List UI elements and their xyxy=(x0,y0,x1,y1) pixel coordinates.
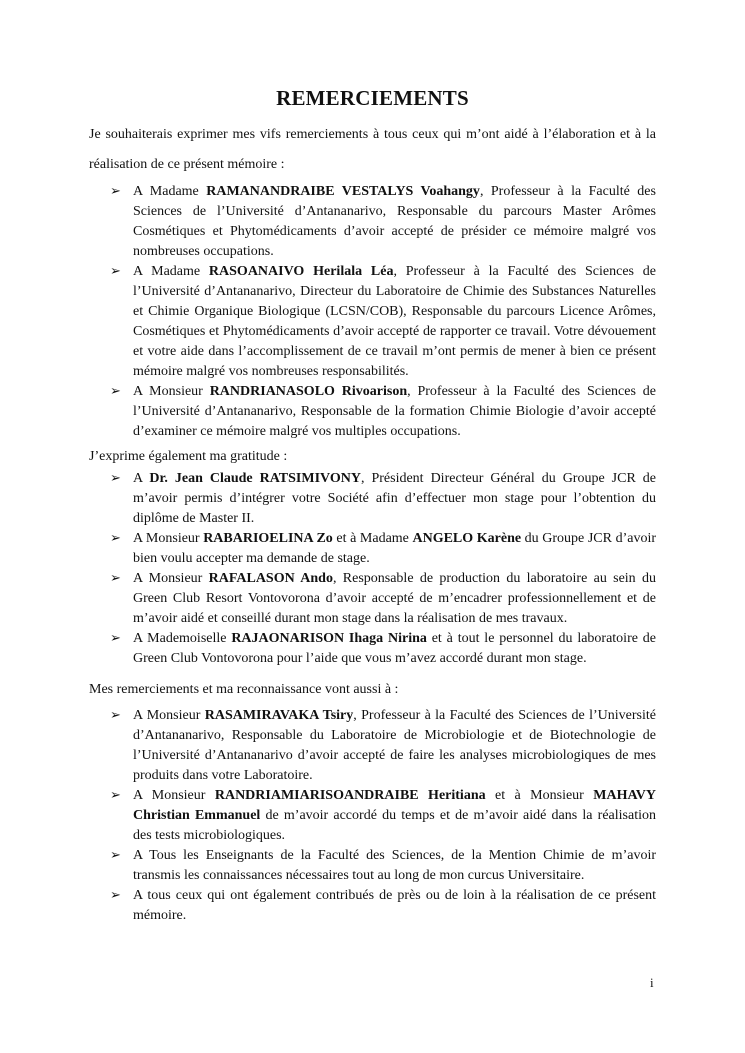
gratitude-paragraph: J’exprime également ma gratitude : xyxy=(89,449,288,464)
arrow-bullet-icon: ➢ xyxy=(110,184,121,199)
list-item: ➢ A Monsieur RABARIOELINA Zo et à Madame ANGELO Karène du Groupe JCR d’avoir bien voulu accepter ma demande de stage. xyxy=(110,531,656,566)
thanks-list-jury xyxy=(89,182,656,442)
list-item: ➢ A Mademoiselle RAJAONARISON Ihaga Nirina et à tout le personnel du laboratoire de Green Club Vontovorona pour l’aide que vous m’avez accordé durant mon stage. xyxy=(110,631,656,666)
list-item: ➢ A Monsieur RASAMIRAVAKA Tsiry, Professeur à la Faculté des Sciences de l’Université d’Antananarivo, Responsable du Laboratoire de Microbiologie et de Biotechnologie de l’Université d’Antananarivo d’avoir accepté de faire les analyses microbiologiques de mes produits dans votre Laboratoire. xyxy=(110,708,656,783)
arrow-bullet-icon: ➢ xyxy=(110,571,121,586)
thanks-list-internship xyxy=(89,469,656,669)
arrow-bullet-icon: ➢ xyxy=(110,848,121,863)
arrow-bullet-icon: ➢ xyxy=(110,788,121,803)
arrow-bullet-icon: ➢ xyxy=(110,471,121,486)
page-number: i xyxy=(650,975,654,990)
list-item: ➢ A tous ceux qui ont également contribués de près ou de loin à la réalisation de ce présent mémoire. xyxy=(110,888,656,923)
arrow-bullet-icon: ➢ xyxy=(110,708,121,723)
list-item: ➢ A Tous les Enseignants de la Faculté des Sciences, de la Mention Chimie de m’avoir transmis les connaissances nécessaires tout au long de mon curcus Universitaire. xyxy=(110,848,656,883)
list-item: ➢ A Monsieur RAFALASON Ando, Responsable de production du laboratoire au sein du Green Club Resort Vontovorona d’avoir accepté de m’encadrer professionnellement et de m’avoir aidé et conseillé durant mon stage dans la réalisation de mes travaux. xyxy=(110,571,656,626)
list-item: ➢ A Monsieur RANDRIANASOLO Rivoarison, Professeur à la Faculté des Sciences de l’Université d’Antananarivo, Responsable de la formation Chimie Biologie d’avoir accepté d’examiner ce mémoire malgré vos multiples occupations. xyxy=(110,384,656,439)
list-item: ➢ A Madame RASOANAIVO Herilala Léa, Professeur à la Faculté des Sciences de l’Université d’Antananarivo, Directeur du Laboratoire de Chimie des Substances Naturelles et Chimie Organique Biologique (LCSN/COB), Responsable du parcours Licence Arômes, Cosmétiques et Phytomédicaments d’avoir accepté de rapporter ce travail. Votre dévouement et votre aide dans l’accomplissement de ce travail m’ont permis de mener à bien ce présent mémoire malgré vos nombreuses responsabilités. xyxy=(110,264,656,379)
arrow-bullet-icon: ➢ xyxy=(110,888,121,903)
acknowledgements-body xyxy=(89,120,656,926)
arrow-bullet-icon: ➢ xyxy=(110,264,121,279)
thanks-list-others xyxy=(89,706,656,926)
intro-paragraph: Je souhaiterais exprimer mes vifs remerciements à tous ceux qui m’ont aidé à l’élaboration et à la réalisation de ce présent mémoire : xyxy=(89,127,656,172)
list-item: ➢ A Madame RAMANANDRAIBE VESTALYS Voahangy, Professeur à la Faculté des Sciences de l’Université d’Antananarivo, Responsable du parcours Master Arômes Cosmétiques et Phytomédicaments d’avoir accepté de présider ce mémoire malgré vos nombreuses occupations. xyxy=(110,184,656,259)
arrow-bullet-icon: ➢ xyxy=(110,384,121,399)
list-item: ➢ A Monsieur RANDRIAMIARISOANDRAIBE Heritiana et à Monsieur MAHAVY Christian Emmanuel de m’avoir accordé du temps et de m’avoir aidé dans la réalisation des tests microbiologiques. xyxy=(110,788,657,843)
arrow-bullet-icon: ➢ xyxy=(110,531,121,546)
arrow-bullet-icon: ➢ xyxy=(110,631,121,646)
page-title: REMERCIEMENTS xyxy=(276,86,469,110)
reconnaissance-paragraph: Mes remerciements et ma reconnaissance vont aussi à : xyxy=(89,682,399,697)
list-item: ➢ A Dr. Jean Claude RATSIMIVONY, Président Directeur Général du Groupe JCR de m’avoir permis d’intégrer votre Société afin d’effectuer mon stage pour l’obtention du diplôme de Master II. xyxy=(110,471,656,526)
